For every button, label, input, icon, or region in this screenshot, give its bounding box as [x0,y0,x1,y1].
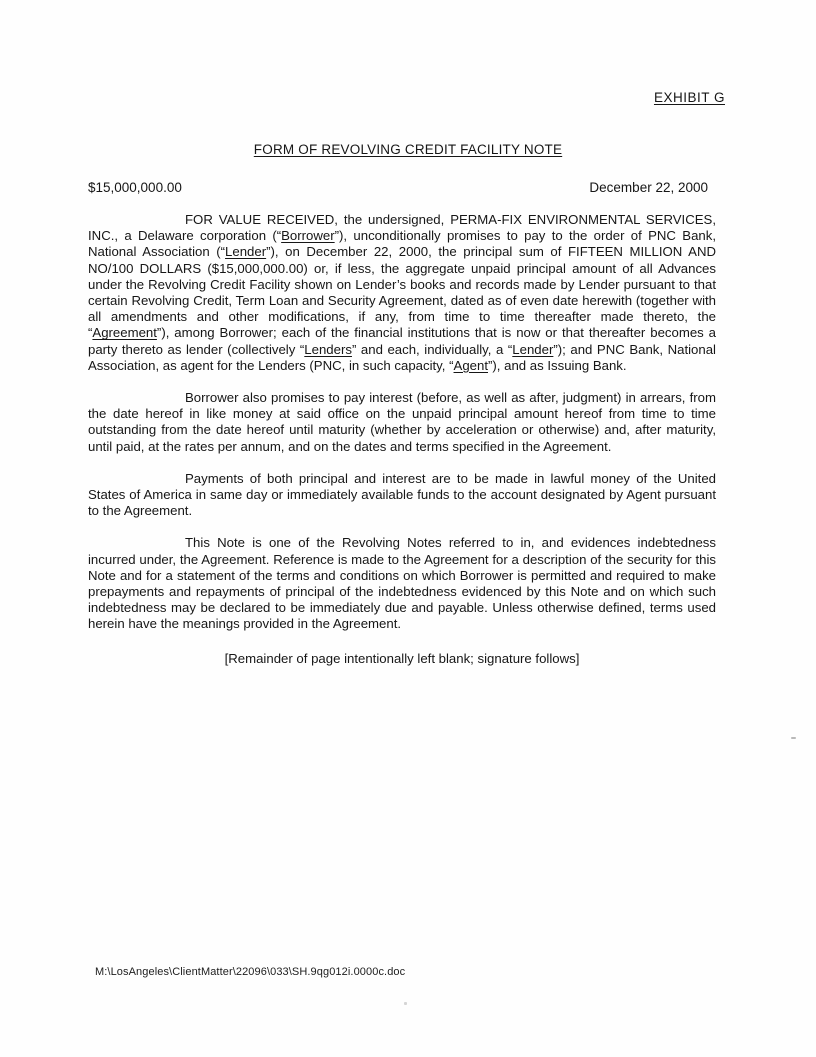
body-paragraph: This Note is one of the Revolving Notes referred to in, and evidences indebtedness incurred under, the Agreement. Reference is made to the Agreement for a description of the security for this Note and for a statement of the terms and conditions on which Borrower is permitted and required to make prepayments and repayments of principal of the indebtedness evidenced by this Note and on which such indebtedness may be declared to be immediately due and payable. Unless otherwise defined, terms used herein have the meanings provided in the Agreement. [88,535,716,632]
document-title: FORM OF REVOLVING CREDIT FACILITY NOTE [253,142,563,157]
remainder-note: [Remainder of page intentionally left blank; signature follows] [224,650,580,666]
scan-speck [791,737,796,739]
exhibit-label: EXHIBIT G [653,90,725,105]
body-paragraph: Payments of both principal and interest are to be made in lawful money of the United States of America in same day or immediately available funds to the account designated by Agent pursuant to the Agreement. [88,470,716,519]
amount-date-row [88,180,708,195]
title-row [0,142,816,157]
body-paragraph: FOR VALUE RECEIVED, the undersigned, PERMA-FIX ENVIRONMENTAL SERVICES, INC., a Delaware corporation (“Borrower”), unconditionally promises to pay to the order of PNC Bank, National Association (“Lender”), on December 22, 2000, the principal sum of FIFTEEN MILLION AND NO/100 DOLLARS ($15,000,000.00) or, if less, the aggregate unpaid principal amount of all Advances under the Revolving Credit Facility shown on Lender’s books and records made by Lender pursuant to that certain Revolving Credit, Term Loan and Security Agreement, dated as of even date herewith (together with all amendments and other modifications, if any, from time to time thereafter made thereto, the “Agreement”), among Borrower; each of the financial institutions that is now or that thereafter becomes a party thereto as lender (collectively “Lenders” and each, individually, a “Lender”); and PNC Bank, National Association, as agent for the Lenders (PNC, in such capacity, “Agent”), and as Issuing Bank. [88,212,716,373]
document-body [88,212,716,667]
body-paragraph: Borrower also promises to pay interest (before, as well as after, judgment) in arrears, from the date hereof in like money at said office on the unpaid principal amount hereof from time to time outstanding from the date hereof until maturity (whether by acceleration or otherwise) and, after maturity, until paid, at the rates per annum, and on the dates and terms specified in the Agreement. [88,390,716,454]
principal-amount: $15,000,000.00 [88,180,182,195]
footer-file-path: M:\LosAngeles\ClientMatter\22096\033\SH.9qg012i.0000c.doc [95,966,406,978]
scan-speck [404,1002,407,1005]
document-date: December 22, 2000 [589,180,708,195]
